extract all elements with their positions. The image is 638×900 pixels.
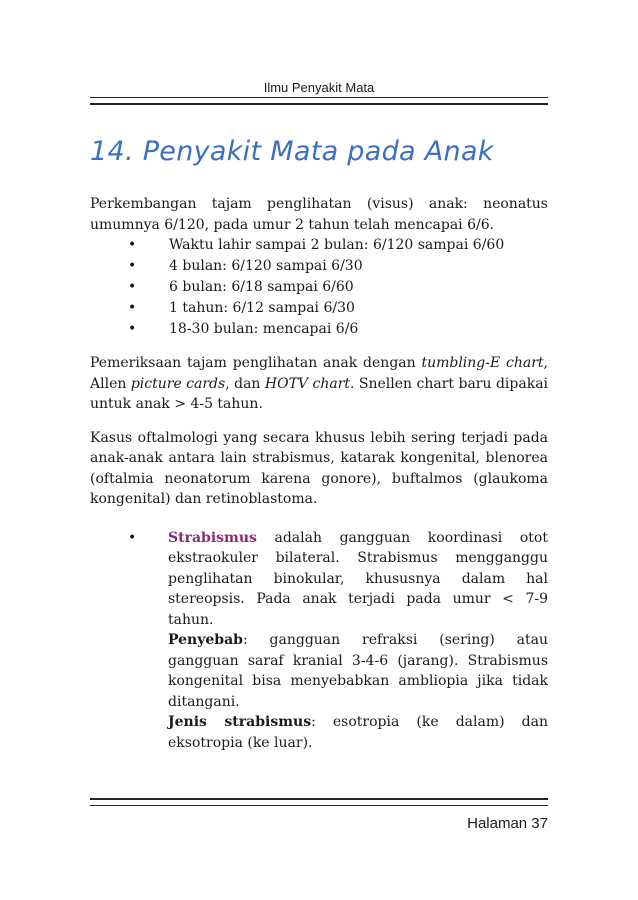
bullet-icon: • <box>128 258 137 274</box>
list-item <box>90 235 548 256</box>
chapter-title: 14. Penyakit Mata pada Anak <box>90 136 494 167</box>
list-item-text: 6 bulan: 6/18 sampai 6/60 <box>169 279 354 295</box>
list-item <box>90 319 548 340</box>
strabismus-cause: Penyebab: gangguan refraksi (sering) atau gangguan saraf kranial 3-4-6 (jarang). Strabismus kongenital bisa menyebabkan ambliopia jika tidak ditangani. <box>168 632 548 710</box>
pediatric-cases-paragraph: Kasus oftalmologi yang secara khusus lebih sering terjadi pada anak-anak antara lain strabismus, katarak kongenital, blenorea (oftalmia neonatorum karena gonore), buftalmos (glaukoma kongenital) dan retinoblastoma. <box>90 429 548 507</box>
exam-methods-paragraph: Pemeriksaan tajam penglihatan anak dengan tumbling-E chart, Allen picture cards, dan HOTV chart. Snellen chart baru dipakai untuk anak > 4-5 tahun. <box>90 355 549 412</box>
list-item <box>90 256 548 277</box>
page-number: Halaman 37 <box>467 815 548 832</box>
strabismus-term: Strabismus <box>168 529 257 546</box>
page-content <box>90 194 548 753</box>
list-item-text: 1 tahun: 6/12 sampai 6/30 <box>169 300 355 316</box>
list-item-text: Waktu lahir sampai 2 bulan: 6/120 sampai 6/60 <box>169 237 505 253</box>
running-header: Ilmu Penyakit Mata <box>263 80 375 95</box>
bullet-icon: • <box>128 279 137 295</box>
header-double-rule <box>90 97 548 105</box>
emphasis: picture cards <box>130 375 226 392</box>
list-item-text: 4 bulan: 6/120 sampai 6/30 <box>169 258 363 274</box>
emphasis: HOTV chart <box>264 375 351 392</box>
strabismus-types: Jenis strabismus: esotropia (ke dalam) dan eksotropia (ke luar). <box>168 714 548 751</box>
condition-list <box>90 528 548 754</box>
visus-milestone-list <box>90 235 548 340</box>
bullet-icon: • <box>128 237 137 253</box>
emphasis: tumbling-E chart <box>421 355 544 371</box>
bullet-icon: • <box>128 529 137 546</box>
visus-intro-paragraph: Perkembangan tajam penglihatan (visus) anak: neonatus umumnya 6/120, pada umur 2 tahun telah mencapai 6/6. <box>90 196 548 233</box>
bullet-icon: • <box>128 300 137 316</box>
cause-label: Penyebab <box>168 632 243 648</box>
list-item-text: 18-30 bulan: mencapai 6/6 <box>169 321 359 337</box>
list-item <box>90 277 548 298</box>
list-item <box>90 298 548 319</box>
list-item-strabismus <box>90 528 548 754</box>
bullet-icon: • <box>128 321 137 337</box>
types-label: Jenis strabismus <box>168 714 312 730</box>
footer-double-rule <box>90 798 548 806</box>
strabismus-definition: Strabismus adalah gangguan koordinasi otot ekstraokuler bilateral. Strabismus mengganggu penglihatan binokular, khususnya dalam hal stereopsis. Pada anak terjadi pada umur < 7-9 tahun. <box>168 529 548 628</box>
